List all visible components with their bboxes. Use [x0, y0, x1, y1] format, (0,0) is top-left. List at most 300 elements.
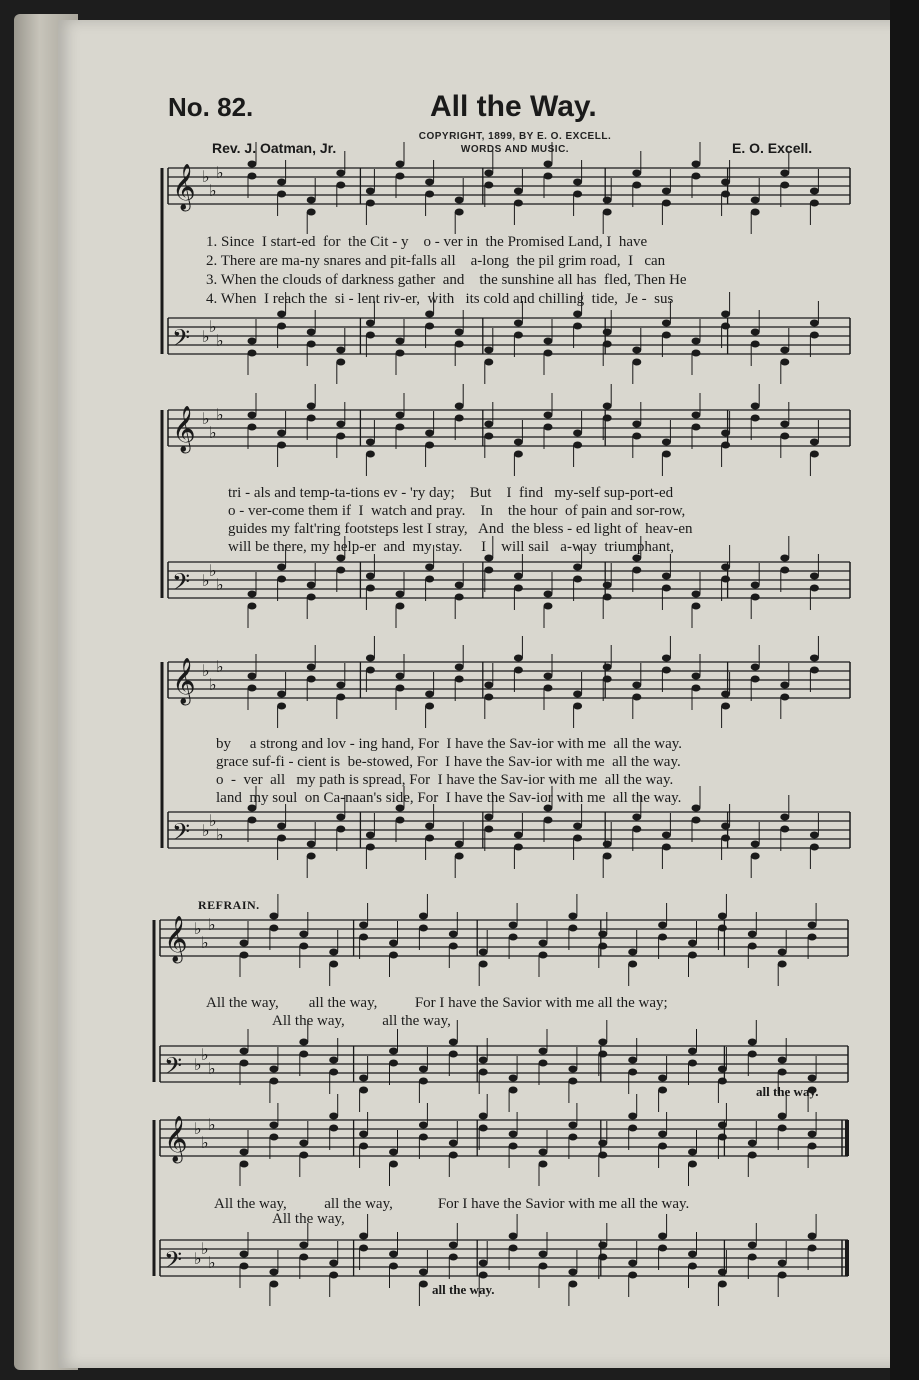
note-head	[419, 1134, 428, 1141]
note-head	[810, 188, 819, 195]
note-head	[277, 564, 286, 571]
note-head	[484, 170, 493, 177]
note-head	[808, 1245, 817, 1252]
note-head	[780, 359, 789, 366]
note-head	[573, 703, 582, 710]
note-head	[632, 694, 641, 701]
note-head	[692, 603, 701, 610]
note-head	[359, 1087, 368, 1094]
note-head	[307, 594, 316, 601]
note-head	[359, 1131, 368, 1138]
treble-clef-icon: 𝄞	[164, 1116, 188, 1162]
note-head	[598, 1051, 607, 1058]
note-head	[449, 1039, 458, 1046]
note-head	[514, 439, 523, 446]
note-head	[688, 952, 697, 959]
note-head	[721, 311, 730, 318]
note-head	[598, 1152, 607, 1159]
note-head	[248, 685, 257, 692]
note-head	[389, 940, 398, 947]
note-head	[479, 1113, 488, 1120]
note-head	[658, 1075, 667, 1082]
note-head	[329, 1113, 338, 1120]
note-head	[544, 603, 553, 610]
note-head	[419, 1122, 428, 1129]
note-head	[573, 311, 582, 318]
note-head	[277, 835, 286, 842]
note-head	[484, 814, 493, 821]
note-head	[299, 943, 308, 950]
note-head	[248, 603, 257, 610]
note-head	[240, 940, 249, 947]
flat-icon: ♭	[209, 811, 217, 830]
note-head	[509, 1075, 518, 1082]
note-head	[808, 922, 817, 929]
note-head	[778, 1069, 787, 1076]
note-head	[810, 573, 819, 580]
note-head	[329, 1272, 338, 1279]
note-head	[425, 191, 434, 198]
note-head	[425, 311, 434, 318]
flat-icon: ♭	[209, 423, 217, 442]
note-head	[307, 664, 316, 671]
note-head	[718, 1078, 727, 1085]
bass-clef-icon: 𝄢	[164, 1052, 183, 1085]
note-head	[336, 826, 345, 833]
note-head	[479, 961, 488, 968]
note-head	[603, 594, 612, 601]
flat-icon: ♭	[208, 915, 216, 934]
note-head	[455, 209, 464, 216]
note-head	[544, 685, 553, 692]
note-head	[307, 197, 316, 204]
treble-clef-icon: 𝄞	[164, 916, 188, 962]
note-head	[808, 1075, 817, 1082]
hymn-number: No. 82.	[168, 92, 254, 122]
note-head	[307, 676, 316, 683]
note-head	[751, 676, 760, 683]
note-head	[449, 1242, 458, 1249]
note-head	[748, 1051, 757, 1058]
note-head	[810, 667, 819, 674]
note-head	[425, 576, 434, 583]
note-head	[329, 1125, 338, 1132]
note-head	[248, 338, 257, 345]
note-head	[628, 1113, 637, 1120]
note-head	[425, 442, 434, 449]
flat-icon: ♭	[202, 821, 210, 840]
lyricist-credit: Rev. J. Oatman, Jr.	[212, 140, 337, 156]
note-head	[568, 913, 577, 920]
note-head	[573, 835, 582, 842]
note-head	[269, 1134, 278, 1141]
note-head	[780, 555, 789, 562]
note-head	[662, 585, 671, 592]
note-head	[662, 667, 671, 674]
note-head	[307, 853, 316, 860]
note-head	[539, 1251, 548, 1258]
note-head	[277, 823, 286, 830]
flat-icon: ♭	[209, 561, 217, 580]
note-head	[336, 433, 345, 440]
note-head	[366, 844, 375, 851]
note-head	[248, 161, 257, 168]
note-head	[748, 1140, 757, 1147]
note-head	[389, 952, 398, 959]
note-head	[396, 424, 405, 431]
flat-icon: ♭	[216, 331, 224, 350]
refrain-line-1-end-note: all the way.	[756, 1084, 819, 1099]
note-head	[336, 694, 345, 701]
note-head	[748, 931, 757, 938]
note-head	[509, 1245, 518, 1252]
note-head	[455, 676, 464, 683]
flat-icon: ♭	[194, 1249, 202, 1268]
note-head	[721, 576, 730, 583]
note-head	[721, 823, 730, 830]
note-head	[277, 430, 286, 437]
flat-icon: ♭	[194, 1119, 202, 1138]
note-head	[425, 564, 434, 571]
note-head	[751, 582, 760, 589]
note-head	[425, 691, 434, 698]
verse-1-line-3: by a strong and lov - ing hand, For I have the Sav-ior with me all the way.	[216, 736, 683, 752]
flat-icon: ♭	[209, 675, 217, 694]
note-head	[780, 347, 789, 354]
flat-icon: ♭	[208, 1059, 216, 1078]
note-head	[662, 655, 671, 662]
note-head	[359, 934, 368, 941]
note-head	[359, 922, 368, 929]
note-head	[748, 1242, 757, 1249]
note-head	[240, 1060, 249, 1067]
note-head	[778, 1260, 787, 1267]
note-head	[455, 341, 464, 348]
note-head	[573, 442, 582, 449]
note-head	[544, 673, 553, 680]
note-head	[568, 925, 577, 932]
note-head	[336, 347, 345, 354]
refrain-line-1-lyrics: All the way, all the way, For I have the Savior with me all the way;	[206, 995, 668, 1011]
note-head	[248, 817, 257, 824]
note-head	[389, 1161, 398, 1168]
note-head	[359, 1233, 368, 1240]
note-head	[544, 338, 553, 345]
note-head	[568, 1269, 577, 1276]
note-head	[425, 703, 434, 710]
note-head	[780, 694, 789, 701]
note-head	[277, 323, 286, 330]
note-head	[751, 594, 760, 601]
note-head	[455, 197, 464, 204]
note-head	[632, 421, 641, 428]
note-head	[484, 182, 493, 189]
note-head	[396, 173, 405, 180]
note-head	[277, 691, 286, 698]
note-head	[539, 940, 548, 947]
note-head	[366, 451, 375, 458]
note-head	[299, 1152, 308, 1159]
flat-icon: ♭	[201, 1239, 209, 1258]
note-head	[455, 582, 464, 589]
note-head	[240, 1161, 249, 1168]
note-head	[780, 170, 789, 177]
note-head	[603, 403, 612, 410]
note-head	[628, 1260, 637, 1267]
note-head	[514, 655, 523, 662]
note-head	[479, 1125, 488, 1132]
note-head	[751, 341, 760, 348]
note-head	[336, 567, 345, 574]
flat-icon: ♭	[216, 657, 224, 676]
note-head	[810, 200, 819, 207]
note-head	[692, 685, 701, 692]
note-head	[810, 451, 819, 458]
note-head	[509, 1143, 518, 1150]
note-head	[658, 1143, 667, 1150]
note-head	[336, 170, 345, 177]
note-head	[573, 564, 582, 571]
note-head	[484, 347, 493, 354]
note-head	[573, 179, 582, 186]
note-head	[721, 691, 730, 698]
note-head	[366, 573, 375, 580]
note-head	[299, 931, 308, 938]
note-head	[628, 1057, 637, 1064]
note-head	[307, 329, 316, 336]
note-head	[810, 332, 819, 339]
note-head	[425, 835, 434, 842]
note-head	[751, 415, 760, 422]
note-head	[479, 949, 488, 956]
note-head	[688, 1048, 697, 1055]
note-head	[692, 350, 701, 357]
note-head	[718, 1269, 727, 1276]
note-head	[628, 1069, 637, 1076]
note-head	[544, 161, 553, 168]
note-head	[389, 1251, 398, 1258]
note-head	[598, 1039, 607, 1046]
note-head	[632, 347, 641, 354]
note-head	[539, 1161, 548, 1168]
note-head	[277, 703, 286, 710]
note-head	[396, 603, 405, 610]
note-head	[514, 451, 523, 458]
note-head	[366, 655, 375, 662]
note-head	[425, 430, 434, 437]
flat-icon: ♭	[208, 1115, 216, 1134]
note-head	[628, 1272, 637, 1279]
note-head	[240, 1149, 249, 1156]
copyright-line-1: COPYRIGHT, 1899, BY E. O. EXCELL.	[418, 131, 612, 142]
note-head	[514, 667, 523, 674]
note-head	[539, 952, 548, 959]
note-head	[598, 931, 607, 938]
note-head	[778, 949, 787, 956]
note-head	[778, 961, 787, 968]
verse-4-line-3: land my soul on Ca-naan's side, For I have the Sav-ior with me all the way.	[216, 790, 682, 806]
note-head	[573, 323, 582, 330]
note-head	[277, 576, 286, 583]
note-head	[539, 1149, 548, 1156]
note-head	[449, 1140, 458, 1147]
note-head	[479, 1069, 488, 1076]
note-head	[396, 161, 405, 168]
note-head	[603, 209, 612, 216]
note-head	[632, 359, 641, 366]
note-head	[628, 961, 637, 968]
note-head	[479, 1272, 488, 1279]
note-head	[568, 1134, 577, 1141]
verse-4-line-2: will be there, my help-er and my stay. I will sail a-way triumphant,	[228, 539, 675, 555]
flat-icon: ♭	[201, 1133, 209, 1152]
note-head	[718, 1134, 727, 1141]
note-head	[449, 931, 458, 938]
note-head	[336, 359, 345, 366]
note-head	[514, 320, 523, 327]
note-head	[780, 182, 789, 189]
note-head	[688, 1060, 697, 1067]
note-head	[455, 841, 464, 848]
verse-2-line-2: o - ver-come them if I watch and pray. In the hour of pain and sor-row,	[228, 503, 686, 519]
note-head	[748, 1039, 757, 1046]
note-head	[307, 415, 316, 422]
note-head	[573, 191, 582, 198]
note-head	[603, 676, 612, 683]
note-head	[692, 817, 701, 824]
note-head	[628, 949, 637, 956]
note-head	[484, 682, 493, 689]
note-head	[514, 332, 523, 339]
note-head	[514, 188, 523, 195]
note-head	[419, 925, 428, 932]
note-head	[568, 1122, 577, 1129]
flat-icon: ♭	[201, 933, 209, 952]
note-head	[509, 1233, 518, 1240]
flat-icon: ♭	[216, 163, 224, 182]
note-head	[808, 1233, 817, 1240]
note-head	[598, 1254, 607, 1261]
note-head	[810, 844, 819, 851]
note-head	[544, 173, 553, 180]
note-head	[329, 1260, 338, 1267]
note-head	[425, 179, 434, 186]
note-head	[598, 1242, 607, 1249]
note-head	[632, 814, 641, 821]
note-head	[780, 814, 789, 821]
verse-4-line-1: 4. When I reach the si - lent riv-er, with its cold and chilling tide, Je - sus	[206, 291, 674, 307]
flat-icon: ♭	[216, 825, 224, 844]
note-head	[748, 943, 757, 950]
note-head	[366, 320, 375, 327]
note-head	[425, 323, 434, 330]
note-head	[662, 332, 671, 339]
note-head	[509, 1131, 518, 1138]
flat-icon: ♭	[209, 181, 217, 200]
note-head	[658, 1131, 667, 1138]
verse-1-line-2: tri - als and temp-ta-tions ev - 'ry day; But I find my-self sup-port-ed	[228, 485, 674, 501]
note-head	[568, 1281, 577, 1288]
flat-icon: ♭	[201, 1045, 209, 1064]
note-head	[509, 1087, 518, 1094]
note-head	[389, 1060, 398, 1067]
note-head	[603, 582, 612, 589]
note-head	[780, 421, 789, 428]
note-head	[248, 173, 257, 180]
note-head	[810, 655, 819, 662]
note-head	[662, 320, 671, 327]
note-head	[778, 1272, 787, 1279]
note-head	[514, 844, 523, 851]
note-head	[277, 442, 286, 449]
note-head	[810, 585, 819, 592]
note-head	[748, 1152, 757, 1159]
note-head	[366, 439, 375, 446]
note-head	[778, 1113, 787, 1120]
verse-2-line-1: 2. There are ma-ny snares and pit-falls all a-long the pil grim road, I can	[206, 253, 666, 269]
note-head	[366, 200, 375, 207]
flat-icon: ♭	[216, 405, 224, 424]
note-head	[718, 925, 727, 932]
note-head	[632, 826, 641, 833]
note-head	[455, 853, 464, 860]
note-head	[721, 442, 730, 449]
note-head	[248, 673, 257, 680]
note-head	[628, 1125, 637, 1132]
note-head	[721, 430, 730, 437]
refrain-line-2-lyrics: All the way, all the way, For I have the Savior with me all the way.	[214, 1196, 690, 1212]
note-head	[598, 943, 607, 950]
note-head	[269, 913, 278, 920]
note-head	[366, 188, 375, 195]
note-head	[419, 1066, 428, 1073]
note-head	[514, 585, 523, 592]
note-head	[632, 170, 641, 177]
note-head	[359, 1143, 368, 1150]
note-head	[751, 403, 760, 410]
note-head	[751, 664, 760, 671]
note-head	[396, 412, 405, 419]
note-head	[573, 691, 582, 698]
verse-3-line-1: 3. When the clouds of darkness gather and the sunshine all has fled, Then He	[206, 272, 687, 288]
note-head	[455, 594, 464, 601]
note-head	[539, 1048, 548, 1055]
note-head	[662, 451, 671, 458]
note-head	[718, 913, 727, 920]
note-head	[718, 1281, 727, 1288]
flat-icon: ♭	[208, 1253, 216, 1272]
note-head	[688, 1263, 697, 1270]
note-head	[780, 433, 789, 440]
refrain-label: REFRAIN.	[198, 898, 260, 912]
note-head	[810, 832, 819, 839]
note-head	[299, 1242, 308, 1249]
note-head	[484, 694, 493, 701]
note-head	[688, 940, 697, 947]
hymn-title: All the Way.	[430, 90, 597, 123]
note-head	[389, 1263, 398, 1270]
note-head	[692, 338, 701, 345]
note-head	[688, 1251, 697, 1258]
note-head	[780, 826, 789, 833]
refrain-line-2-end-note: all the way.	[432, 1282, 495, 1297]
note-head	[632, 182, 641, 189]
note-head	[748, 1254, 757, 1261]
flat-icon: ♭	[202, 167, 210, 186]
note-head	[810, 320, 819, 327]
note-head	[366, 585, 375, 592]
note-head	[632, 682, 641, 689]
